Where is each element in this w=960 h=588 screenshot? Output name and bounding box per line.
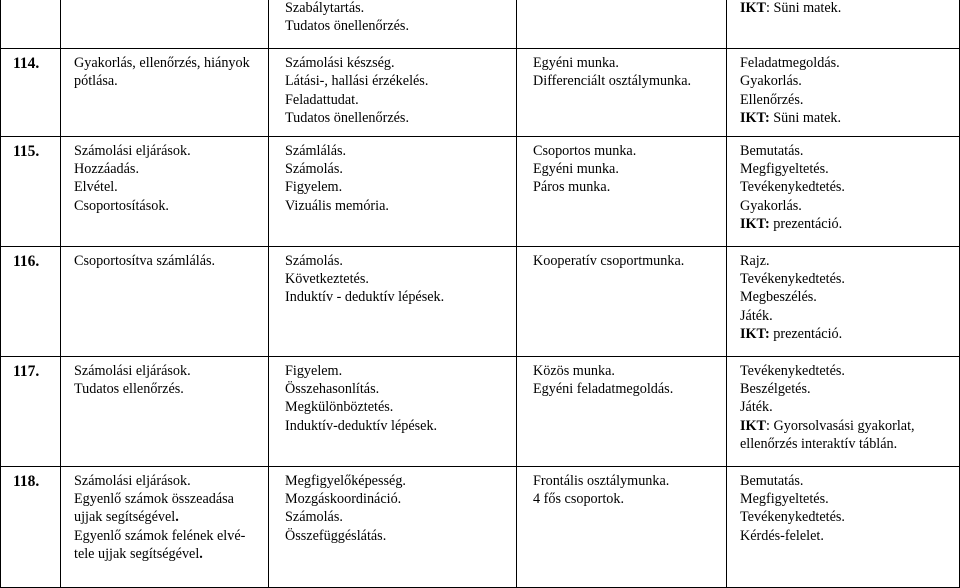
lesson-number: 114. <box>1 49 61 137</box>
list-item: Vizuális memória. <box>285 197 389 214</box>
list-item: Figyelem. <box>285 179 343 196</box>
list-item: Ellenőrzés. <box>740 91 804 108</box>
list-item: Mozgáskoordináció. <box>285 491 402 508</box>
work-forms-cell <box>517 466 727 587</box>
number-cell <box>1 0 61 49</box>
methods-cell <box>727 246 960 356</box>
list-item: Következtetés. <box>285 271 369 288</box>
list-item: Csoportos munka. <box>533 142 637 159</box>
skills-cell <box>269 466 517 587</box>
list-item: Számolás. <box>285 161 343 178</box>
table-row <box>1 356 960 466</box>
work-forms-cell <box>517 0 727 49</box>
list-item: Gyakorlás. <box>740 197 802 214</box>
list-item: Bemutatás. <box>740 472 804 489</box>
skills-cell <box>269 49 517 137</box>
table-row <box>1 0 960 49</box>
list-item: Kooperatív csoportmunka. <box>533 252 685 269</box>
skills-cell <box>269 356 517 466</box>
methods-cell <box>727 136 960 246</box>
lesson-number: 115. <box>1 136 61 246</box>
list-item: Megbeszélés. <box>740 289 817 306</box>
table-row <box>1 49 960 137</box>
lesson-number: 116. <box>1 246 61 356</box>
list-item: Tevékenykedtetés. <box>740 362 845 379</box>
list-item: Összehasonlítás. <box>285 381 380 398</box>
list-item: Figyelem. <box>285 362 343 379</box>
list-item: Tevékenykedtetés. <box>740 179 845 196</box>
list-item: Számolás. <box>285 252 343 269</box>
list-item: Bemutatás. <box>740 142 804 159</box>
list-item: Közös munka. <box>533 362 615 379</box>
topic-cell <box>61 0 269 49</box>
list-item: ujjak segítségével. <box>74 509 179 526</box>
table-row <box>1 136 960 246</box>
list-item: Számolási eljárások. <box>74 362 191 379</box>
topic-cell <box>61 136 269 246</box>
list-item: IKT: Süni matek. <box>740 0 842 16</box>
list-item: Megfigyelőképesség. <box>285 472 406 489</box>
list-item: Megfigyeltetés. <box>740 161 829 178</box>
lesson-number: 118. <box>1 466 61 587</box>
list-item: Tudatos önellenőrzés. <box>285 110 409 127</box>
topic-cell <box>61 466 269 587</box>
methods-cell <box>727 49 960 137</box>
list-item: Induktív-deduktív lépések. <box>285 417 438 434</box>
methods-cell <box>727 466 960 587</box>
list-item: 4 fős csoportok. <box>533 491 625 508</box>
list-item: IKT: Süni matek. <box>740 110 842 127</box>
list-item: Frontális osztálymunka. <box>533 472 670 489</box>
list-item: Számlálás. <box>285 142 347 159</box>
work-forms-cell <box>517 49 727 137</box>
list-item: Hozzáadás. <box>74 161 139 178</box>
methods-cell <box>727 356 960 466</box>
list-item: Feladattudat. <box>285 91 359 108</box>
list-item: IKT: Gyorsolvasási gyakorlat, ellenőrzés interaktív táblán. <box>740 417 915 453</box>
list-item: Tudatos önellenőrzés. <box>285 18 409 35</box>
list-item: Tudatos ellenőrzés. <box>74 381 184 398</box>
list-item: Egyenlő számok összeadása <box>74 491 234 508</box>
skills-cell <box>269 136 517 246</box>
list-item: Egyéni munka. <box>533 161 619 178</box>
list-item: Számolási eljárások. <box>74 142 191 159</box>
list-item: Egyéni feladatmegoldás. <box>533 381 674 398</box>
list-item: Játék. <box>740 399 773 416</box>
list-item: Páros munka. <box>533 179 611 196</box>
topic-cell <box>61 356 269 466</box>
work-forms-cell <box>517 246 727 356</box>
list-item: Egyenlő számok felének elvé- <box>74 527 246 544</box>
list-item: Csoportosítások. <box>74 197 169 214</box>
list-item: Kérdés-felelet. <box>740 527 824 544</box>
list-item: Szabálytartás. <box>285 0 365 16</box>
list-item: Beszélgetés. <box>740 381 811 398</box>
list-item: Számolási készség. <box>285 55 395 71</box>
list-item: Csoportosítva számlálás. <box>74 252 216 269</box>
topic-cell <box>61 49 269 137</box>
list-item: tele ujjak segítségével. <box>74 546 203 563</box>
work-forms-cell <box>517 136 727 246</box>
list-item: Elvétel. <box>74 179 118 196</box>
list-item: Tevékenykedtetés. <box>740 509 845 526</box>
table-row <box>1 466 960 587</box>
list-item: Összefüggéslátás. <box>285 527 387 544</box>
list-item: IKT: prezentáció. <box>740 326 843 343</box>
list-item: Megfigyeltetés. <box>740 491 829 508</box>
list-item: Gyakorlás, ellenőrzés, hiányok <box>74 55 250 71</box>
list-item: IKT: prezentáció. <box>740 216 843 233</box>
list-item: Számolási eljárások. <box>74 472 191 489</box>
list-item: pótlása. <box>74 73 118 90</box>
work-forms-cell <box>517 356 727 466</box>
skills-cell <box>269 0 517 49</box>
list-item: Differenciált osztálymunka. <box>533 73 692 90</box>
methods-cell <box>727 0 960 49</box>
list-item: Játék. <box>740 307 773 324</box>
list-item: Számolás. <box>285 509 343 526</box>
list-item: Megkülönböztetés. <box>285 399 394 416</box>
skills-cell <box>269 246 517 356</box>
list-item: Egyéni munka. <box>533 55 619 71</box>
list-item: Gyakorlás. <box>740 73 802 90</box>
list-item: Látási-, hallási érzékelés. <box>285 73 429 90</box>
list-item: Induktív - deduktív lépések. <box>285 289 445 306</box>
topic-cell <box>61 246 269 356</box>
list-item: Tevékenykedtetés. <box>740 271 845 288</box>
list-item: Rajz. <box>740 252 770 269</box>
table-row <box>1 246 960 356</box>
lesson-number: 117. <box>1 356 61 466</box>
list-item: Feladatmegoldás. <box>740 55 840 71</box>
